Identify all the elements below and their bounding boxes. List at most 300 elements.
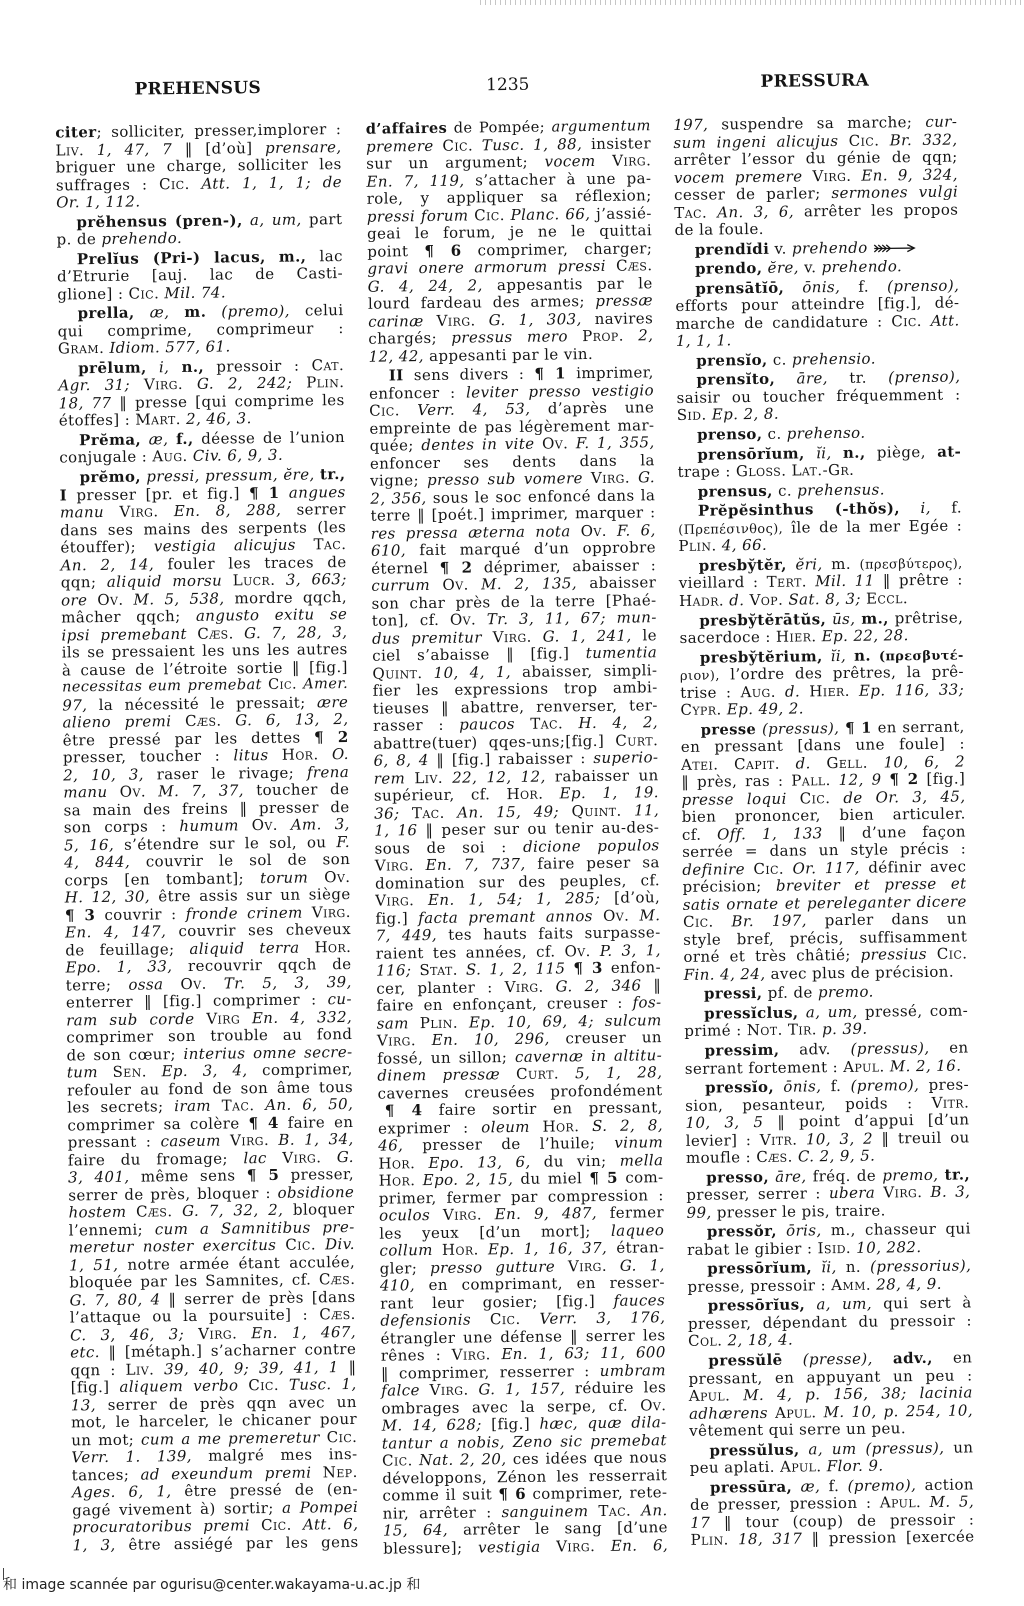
italic-text: 1, 1, 1. bbox=[676, 332, 732, 351]
text-run: fait marqué d’un opprobre bbox=[406, 538, 656, 559]
text-run bbox=[846, 646, 854, 664]
text-run: n. bbox=[837, 1258, 871, 1276]
dictionary-line bbox=[686, 1201, 970, 1222]
text-run: trise : bbox=[680, 683, 741, 702]
italic-text: 17 bbox=[690, 1513, 710, 1531]
italic-text: 28, 4, 9. bbox=[876, 1275, 942, 1294]
italic-text: meretur noster exercitus bbox=[69, 1236, 277, 1257]
italic-text: Ages. 6, 1, bbox=[72, 1482, 172, 1501]
greek-text: ριον), bbox=[680, 669, 720, 684]
text-run: fier les expressions trop ambi- bbox=[373, 678, 658, 699]
text-run: point bbox=[367, 242, 424, 261]
italic-text: G. 2, 346 bbox=[555, 976, 641, 995]
text-run: raser le rivage; bbox=[144, 763, 307, 783]
text-run: ils se pressaient les uns les autres bbox=[62, 640, 348, 661]
text-run: [fig.] bbox=[71, 1378, 120, 1397]
italic-text: necessitas eum premebat bbox=[62, 677, 262, 695]
italic-text: G. bbox=[337, 1148, 354, 1166]
text-run: ‖ comprimer, resserrer : bbox=[381, 1362, 600, 1383]
text-run bbox=[607, 1256, 620, 1274]
italic-text: æ, bbox=[800, 1477, 820, 1495]
italic-text: ad exeundum premi bbox=[140, 1463, 311, 1483]
text-run bbox=[445, 803, 458, 821]
italic-text: M. 7, 37, bbox=[158, 781, 244, 800]
italic-text: 5, 1, 28, bbox=[575, 1063, 662, 1082]
dictionary-entry bbox=[676, 369, 961, 425]
italic-text: C. 3, 46, 3; bbox=[70, 1325, 184, 1344]
line-text bbox=[684, 1020, 867, 1040]
bold-text: n. bbox=[854, 646, 871, 664]
entry-continuation bbox=[673, 114, 958, 240]
text-run: qui sert à bbox=[872, 1294, 972, 1313]
italic-text: Div. bbox=[325, 1235, 355, 1253]
author-abbreviation: Aug. bbox=[740, 682, 775, 700]
author-abbreviation: Virg. bbox=[505, 977, 544, 995]
text-run bbox=[238, 1376, 248, 1394]
italic-text: Idiom. 577, 61. bbox=[109, 338, 230, 357]
text-run bbox=[521, 1310, 540, 1328]
line-text bbox=[689, 1419, 906, 1440]
bold-text: ¶ 6 bbox=[424, 241, 461, 259]
text-run bbox=[84, 141, 97, 159]
italic-text: cum a Samnitibus pre- bbox=[155, 1218, 355, 1238]
text-run: faire sortir en pressant, bbox=[422, 1098, 663, 1119]
text-run: un mot; bbox=[71, 1430, 141, 1449]
italic-text: sum ingeni alicujus bbox=[673, 131, 838, 151]
dictionary-entry bbox=[681, 718, 968, 984]
bold-text: pressūra, bbox=[710, 1477, 792, 1496]
italic-text: Nat. 2, 20, bbox=[419, 1450, 507, 1469]
italic-text: prehensio. bbox=[792, 349, 876, 368]
italic-text: torum bbox=[260, 868, 308, 887]
text-run: com- bbox=[618, 1168, 664, 1187]
author-abbreviation: Col. bbox=[688, 1332, 722, 1350]
author-abbreviation: Hor. bbox=[542, 1117, 579, 1135]
text-run: [fig.] bbox=[482, 1415, 540, 1434]
text-run bbox=[154, 1360, 164, 1378]
bold-text: pressim, bbox=[704, 1041, 779, 1060]
dictionary-line bbox=[383, 1537, 668, 1558]
bold-text: ¶ 3 bbox=[65, 906, 96, 924]
text-run: enterrer ‖ [fig.] comprimer : bbox=[66, 990, 328, 1011]
text-run: serrer de près qqn avec un bbox=[96, 1393, 357, 1414]
italic-text: 610, bbox=[371, 541, 406, 559]
italic-text: vocem bbox=[544, 152, 595, 171]
italic-text: ĕre, bbox=[768, 259, 800, 277]
text-run: enfoncer : bbox=[369, 383, 466, 402]
author-abbreviation: Curt. bbox=[615, 731, 658, 750]
author-abbreviation: Sen. bbox=[112, 1063, 147, 1081]
italic-text: 11, bbox=[634, 801, 659, 819]
text-run: recouvrir qqch de bbox=[172, 955, 351, 975]
italic-text: En. 1, 63; 11, 600 bbox=[501, 1343, 666, 1363]
italic-text: falce bbox=[381, 1381, 420, 1399]
text-run bbox=[414, 856, 426, 874]
dictionary-line bbox=[57, 283, 343, 304]
bold-text: prĕhensus (pren-), bbox=[76, 211, 242, 231]
author-abbreviation: Cæs. bbox=[136, 1202, 173, 1220]
italic-text: S. 1, 2, 115 bbox=[466, 959, 566, 978]
italic-text: lac bbox=[243, 1149, 267, 1167]
text-run: ‖ près, ras : bbox=[681, 772, 791, 791]
italic-text: pressi, pressum, ĕre, bbox=[146, 465, 315, 485]
text-run: conjugale : bbox=[59, 448, 152, 467]
italic-text: 39, 40, 9; 39, 41, 1 bbox=[164, 1358, 339, 1378]
line-text bbox=[709, 1438, 973, 1459]
line-text bbox=[677, 461, 854, 481]
text-run: raient tes années, cf. bbox=[376, 942, 565, 962]
text-run bbox=[805, 444, 817, 462]
text-run: presser, bbox=[279, 1165, 354, 1184]
text-run bbox=[321, 1148, 337, 1166]
text-run: vêtement qui serre un peu. bbox=[689, 1419, 906, 1440]
text-run: son corps : bbox=[64, 817, 180, 836]
text-run: orné et très châtié; bbox=[683, 946, 860, 966]
dictionary-line bbox=[676, 330, 960, 351]
italic-text: Tusc. 1, 88, bbox=[482, 135, 583, 154]
italic-text: G. 1, 157, bbox=[478, 1379, 565, 1398]
text-run: enfoncer ses dents dans la bbox=[370, 451, 655, 472]
italic-text: Tusc. 1, bbox=[289, 1375, 357, 1394]
text-run: cesser de parler; bbox=[674, 184, 832, 204]
text-run: rênes : bbox=[381, 1346, 452, 1365]
dictionary-line bbox=[689, 1419, 973, 1440]
text-run: c. bbox=[767, 350, 792, 368]
author-abbreviation: Ov. bbox=[324, 868, 350, 886]
text-run: f. bbox=[820, 1477, 848, 1495]
dictionary-line bbox=[680, 681, 964, 702]
text-run: empreinte de pas légèrement mar- bbox=[369, 416, 654, 437]
italic-text: (prenso), bbox=[888, 368, 960, 387]
dictionary-line bbox=[674, 201, 958, 222]
dictionary-entry bbox=[59, 429, 345, 467]
bold-text: adv., bbox=[893, 1349, 933, 1367]
italic-text: Att. 1, 1, 1; de bbox=[201, 173, 342, 193]
dictionary-entry bbox=[57, 248, 344, 304]
italic-text: F. 1, 355, bbox=[576, 433, 655, 452]
line-text bbox=[687, 1238, 922, 1259]
text-run: être pressé de (en- bbox=[171, 1480, 358, 1500]
text-run: comprimer sa colère bbox=[67, 1114, 248, 1134]
text-run: arrêter le sang [d’une bbox=[448, 1518, 668, 1539]
dictionary-entry bbox=[369, 364, 663, 1102]
dictionary-entry bbox=[675, 238, 959, 259]
dictionary-line bbox=[368, 345, 653, 366]
italic-text: S. 2, 8, bbox=[592, 1116, 663, 1135]
bold-text: presby̆tĕrātŭs, bbox=[699, 610, 826, 630]
italic-text: cavernæ in altitu- bbox=[515, 1046, 662, 1066]
italic-text: manu bbox=[63, 783, 107, 802]
author-abbreviation: Virg. bbox=[591, 469, 630, 487]
author-abbreviation: Cic. bbox=[261, 1516, 292, 1534]
text-run: primer, fermer par compression : bbox=[379, 1186, 664, 1207]
italic-text: ĭi, bbox=[830, 647, 846, 665]
text-run: ; solliciter, presser,implorer : bbox=[96, 120, 341, 141]
author-abbreviation: Cæs. bbox=[319, 1305, 356, 1323]
line-text bbox=[704, 1001, 968, 1022]
italic-text: G. 7, 28, 3, bbox=[244, 623, 348, 642]
text-run bbox=[473, 136, 482, 154]
text-run: du vin; bbox=[530, 1151, 619, 1170]
author-abbreviation: Virg. bbox=[556, 1537, 595, 1555]
author-abbreviation: Vitr. bbox=[760, 1130, 798, 1148]
text-run: dans ses mains des serpents (les bbox=[60, 518, 346, 539]
italic-text: d. bbox=[785, 682, 800, 700]
italic-text: 15, 64, bbox=[383, 1521, 448, 1540]
italic-text: O. bbox=[332, 745, 349, 763]
dictionary-entry bbox=[675, 258, 959, 279]
bold-text: prĕmo, bbox=[79, 468, 141, 487]
text-run: être assis sur un siège bbox=[150, 885, 351, 905]
italic-text: d. bbox=[795, 754, 810, 772]
author-abbreviation: Mart. bbox=[135, 410, 181, 429]
text-run: f. bbox=[840, 277, 887, 296]
author-abbreviation: Vitr. bbox=[932, 1093, 970, 1111]
dictionary-line bbox=[56, 174, 342, 195]
author-abbreviation: Prop. bbox=[582, 327, 624, 346]
italic-text: carinæ bbox=[368, 312, 424, 331]
italic-text: a Pompei bbox=[282, 1497, 358, 1516]
dictionary-line bbox=[687, 1238, 971, 1259]
italic-text: interius omne secre- bbox=[183, 1043, 352, 1063]
italic-text: Amer. bbox=[303, 676, 348, 693]
italic-text: 22, 12, 12, bbox=[452, 767, 546, 786]
text-run bbox=[268, 746, 282, 764]
dictionary-column-2 bbox=[366, 117, 669, 1557]
dictionary-entry bbox=[690, 1476, 975, 1549]
author-abbreviation: Apul. bbox=[880, 1493, 922, 1512]
author-abbreviation: Virg. bbox=[443, 1205, 482, 1223]
running-head-left: PREHENSUS bbox=[55, 76, 341, 101]
text-run bbox=[831, 444, 843, 462]
text-run: insister bbox=[582, 134, 651, 153]
line-text bbox=[704, 983, 874, 1003]
author-abbreviation: Quint. bbox=[571, 801, 621, 820]
text-run bbox=[130, 376, 144, 394]
author-abbreviation: Plin. bbox=[690, 1531, 728, 1549]
italic-text: 410, bbox=[380, 1276, 415, 1294]
author-abbreviation: Virg. bbox=[429, 1381, 468, 1399]
italic-text: āre, bbox=[796, 370, 828, 388]
italic-text: (presse), bbox=[803, 1350, 873, 1369]
italic-text: 1, 47, 7 bbox=[97, 140, 173, 159]
line-text bbox=[677, 405, 779, 424]
text-run bbox=[126, 1203, 136, 1221]
dictionary-entry bbox=[678, 480, 962, 501]
bold-text: pressĭclus, bbox=[704, 1003, 799, 1022]
dictionary-entry bbox=[676, 349, 960, 370]
text-run bbox=[875, 1184, 883, 1202]
author-abbreviation: Not. Tir. bbox=[747, 1021, 817, 1040]
text-run: faire en bbox=[279, 1113, 354, 1132]
text-run bbox=[135, 304, 150, 322]
line-text bbox=[79, 428, 345, 449]
italic-text: i, bbox=[920, 499, 931, 517]
text-run bbox=[851, 166, 861, 184]
author-abbreviation: Cic. bbox=[369, 401, 400, 419]
text-run: serrant fortement : bbox=[685, 1057, 844, 1077]
text-run: ‖ [métaph.] s’acharner contre bbox=[100, 1340, 356, 1361]
text-run: qqn; bbox=[61, 573, 107, 592]
dictionary-line bbox=[675, 258, 959, 279]
italic-text: 97, bbox=[62, 696, 87, 714]
text-run: v. bbox=[769, 239, 792, 257]
author-abbreviation: Apul. bbox=[780, 1457, 822, 1476]
italic-text: (premo), bbox=[847, 1476, 916, 1495]
text-run: précision; bbox=[682, 877, 776, 896]
text-run bbox=[811, 754, 827, 772]
text-run bbox=[563, 714, 579, 732]
author-abbreviation: Isid. bbox=[818, 1239, 852, 1257]
author-abbreviation: Tac. bbox=[412, 803, 445, 821]
page-number: 1235 bbox=[365, 72, 650, 97]
text-run: de presser, pression : bbox=[690, 1494, 880, 1514]
text-run: presser, serrer : bbox=[686, 1184, 829, 1204]
italic-text: a, um, bbox=[816, 1295, 872, 1314]
author-abbreviation: Hor. bbox=[314, 938, 351, 956]
text-run: à cause de l’étroite sortie ‖ [fig.] bbox=[62, 658, 348, 679]
author-abbreviation: Ov. bbox=[442, 576, 468, 594]
bold-text: prensus, bbox=[698, 482, 773, 501]
italic-text: caseum bbox=[160, 1132, 220, 1151]
italic-text: M. 5, 538, bbox=[133, 589, 224, 608]
dictionary-line bbox=[56, 211, 342, 232]
text-run bbox=[207, 974, 224, 992]
bold-text: prella, bbox=[77, 304, 134, 323]
author-abbreviation: Curt. bbox=[516, 1065, 559, 1084]
bold-text: pressŭlē bbox=[708, 1351, 782, 1370]
text-run bbox=[838, 131, 848, 149]
text-run bbox=[540, 1537, 556, 1555]
dictionary-column-3 bbox=[673, 114, 974, 1550]
italic-text: G. 1, 303, bbox=[489, 310, 582, 329]
text-run bbox=[471, 1310, 490, 1328]
dictionary-entry bbox=[687, 1221, 971, 1259]
author-abbreviation: Tac. bbox=[530, 714, 563, 732]
text-run bbox=[714, 913, 732, 931]
text-run: étouffer); bbox=[60, 537, 154, 556]
italic-text: 99, bbox=[686, 1203, 711, 1221]
text-run: comme il suit bbox=[382, 1485, 498, 1504]
author-abbreviation: Cic. bbox=[474, 206, 505, 224]
italic-text: p. 39. bbox=[822, 1020, 868, 1039]
entry-continuation bbox=[366, 117, 654, 365]
text-run: presse, pressoir : bbox=[687, 1276, 831, 1296]
italic-text: hostem bbox=[68, 1203, 126, 1222]
italic-text: 1, 16 bbox=[374, 821, 417, 840]
text-run bbox=[559, 1064, 575, 1082]
italic-text: Agr. 31; bbox=[58, 376, 130, 395]
text-run bbox=[469, 575, 482, 593]
italic-text: 10, 6, 2 bbox=[883, 752, 965, 771]
text-run: sous de soi : bbox=[374, 837, 523, 857]
dictionary-entry bbox=[57, 302, 344, 358]
italic-text: Ep. 10, 69, 4; sulcum bbox=[469, 1011, 662, 1031]
italic-text: Mil. 74. bbox=[164, 283, 226, 302]
text-run bbox=[316, 1235, 325, 1253]
italic-text: An. bbox=[641, 1501, 668, 1519]
greek-text: (Πρεπέσινθος), bbox=[678, 522, 783, 538]
text-run bbox=[266, 247, 279, 265]
text-run bbox=[239, 816, 252, 834]
line-text bbox=[674, 200, 958, 221]
text-run: navires bbox=[582, 309, 654, 328]
italic-text: Ep. 22, 28. bbox=[822, 626, 909, 645]
italic-text: 10, 4, 1, bbox=[433, 663, 511, 682]
dictionary-line bbox=[684, 1020, 968, 1041]
text-run: c. bbox=[773, 481, 798, 499]
author-abbreviation: Apul. bbox=[689, 1386, 731, 1405]
text-run: refouler au fond de son âme tous bbox=[67, 1078, 353, 1099]
italic-text: En. 7, 737, bbox=[425, 855, 525, 874]
italic-text: 1, 3, bbox=[72, 1535, 115, 1554]
author-abbreviation: Plin. bbox=[678, 537, 716, 555]
text-run: faire peser sa bbox=[526, 853, 660, 873]
text-run bbox=[183, 375, 197, 393]
italic-text: F. bbox=[336, 833, 350, 851]
bold-text: presse bbox=[701, 721, 757, 739]
text-run: en pressant [dans une foule] : bbox=[681, 735, 965, 756]
author-abbreviation: Cæs. bbox=[756, 1148, 793, 1166]
text-run: éternel bbox=[371, 558, 440, 577]
italic-text: definire bbox=[682, 860, 745, 879]
author-abbreviation: Ov. bbox=[542, 434, 568, 452]
text-run: pressant : bbox=[68, 1132, 161, 1151]
author-abbreviation: Cic. bbox=[891, 312, 922, 330]
italic-text: Or. 117, bbox=[792, 858, 860, 877]
text-run bbox=[807, 573, 815, 591]
italic-text: fauces bbox=[613, 1291, 665, 1310]
text-run: v. bbox=[799, 258, 822, 276]
italic-text: En. 9, 324, bbox=[861, 165, 958, 184]
dictionary-entry bbox=[59, 466, 358, 1554]
text-run: presser de l’huile; bbox=[403, 1134, 614, 1155]
line-text bbox=[690, 1528, 974, 1549]
author-abbreviation: Ov. bbox=[450, 611, 476, 629]
line-text bbox=[695, 257, 902, 278]
dictionary-entry bbox=[685, 1077, 970, 1168]
bold-text: citer bbox=[55, 123, 96, 142]
text-run: moufle : bbox=[686, 1148, 757, 1167]
text-run: ‖ presse [qui comprime les bbox=[111, 391, 344, 412]
italic-text: An. 2, 14, bbox=[60, 555, 154, 574]
text-run: cavernes creusées profondément bbox=[377, 1081, 662, 1102]
author-abbreviation: Ov. bbox=[97, 590, 123, 608]
dictionary-entry bbox=[677, 424, 961, 445]
text-run bbox=[308, 868, 324, 886]
italic-text: En. 4, 332, bbox=[252, 1008, 352, 1027]
text-run: s’étendre sur le sol, ou bbox=[114, 833, 336, 854]
author-abbreviation: Virg. bbox=[812, 166, 851, 184]
bold-text: m., bbox=[861, 609, 889, 627]
author-abbreviation: Pall. bbox=[791, 771, 831, 789]
text-run bbox=[500, 1065, 516, 1083]
dictionary-line bbox=[679, 589, 963, 610]
text-run: tes hauts faits surpasse- bbox=[437, 923, 661, 944]
bold-text: d’affaires bbox=[366, 120, 448, 138]
line-text bbox=[676, 332, 732, 351]
italic-text: humum bbox=[179, 816, 239, 835]
text-run: l’ordre des prêtres, la prê- bbox=[720, 663, 964, 684]
italic-text: de Or. 3, 45, bbox=[843, 787, 965, 806]
italic-text: vestigia bbox=[478, 1537, 541, 1556]
text-run: rabat le gibier : bbox=[687, 1239, 818, 1259]
dictionary-entry bbox=[684, 1039, 968, 1077]
italic-text: a, um, bbox=[250, 210, 302, 229]
text-run: mordre qqch, bbox=[224, 588, 347, 607]
text-run: tances; bbox=[72, 1465, 141, 1484]
italic-text: Ep. 3, 4, bbox=[161, 1061, 247, 1080]
